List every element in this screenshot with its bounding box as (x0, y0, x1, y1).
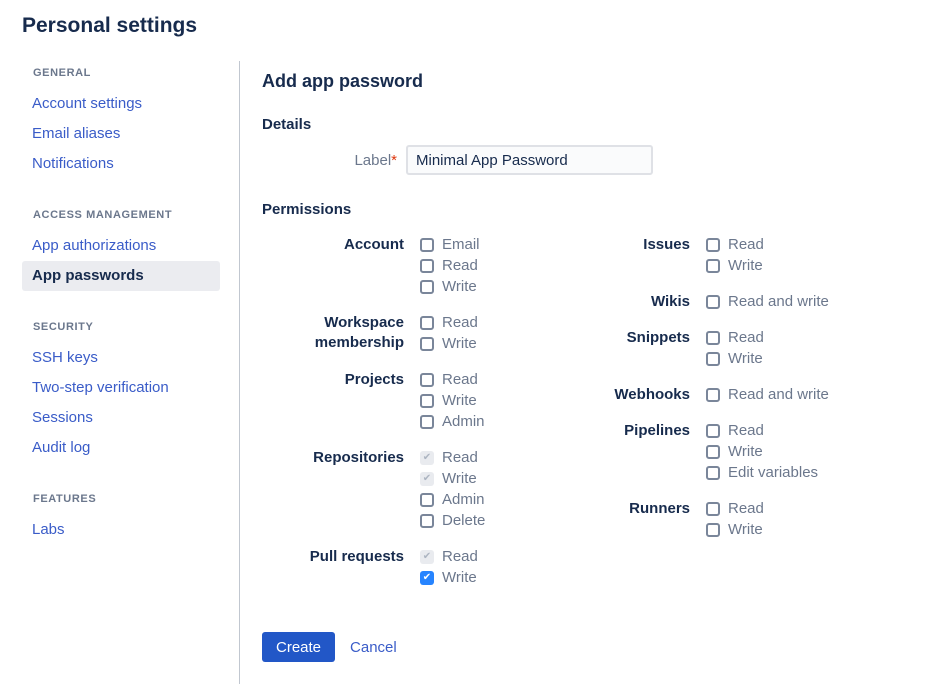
permission-group-label-account: Account (344, 236, 404, 253)
checkbox-option-pipelines-read[interactable] (706, 420, 818, 441)
checkbox-projects-read[interactable] (420, 373, 434, 387)
permission-group-label-pull-requests: Pull requests (309, 548, 404, 565)
checkbox-option-issues-read[interactable] (706, 234, 764, 255)
checkbox-option-pull-requests-read (420, 546, 478, 567)
checkbox-label: Read and write (728, 386, 829, 403)
checkbox-option-repositories-read (420, 447, 485, 468)
permission-options (706, 327, 764, 369)
permission-group-label-runners: Runners (629, 500, 690, 517)
main-content (240, 61, 936, 684)
checkbox-option-repositories-admin[interactable] (420, 489, 485, 510)
checkbox-option-pull-requests-write[interactable] (420, 567, 478, 588)
checkbox-runners-read[interactable] (706, 502, 720, 516)
create-button[interactable]: Create (262, 632, 335, 662)
checkbox-pipelines-write[interactable] (706, 445, 720, 459)
sidebar-item-labs[interactable]: Labs (32, 521, 65, 538)
sidebar-section-features (0, 493, 239, 545)
checkbox-label: Read (728, 500, 764, 517)
label-field-row (262, 145, 936, 175)
checkbox-option-account-read[interactable] (420, 255, 480, 276)
permission-options (420, 369, 485, 432)
permission-group-label-issues: Issues (643, 236, 690, 253)
checkbox-projects-admin[interactable] (420, 415, 434, 429)
permission-options (706, 384, 829, 405)
checkbox-pipelines-edit-variables[interactable] (706, 466, 720, 480)
checkbox-label: Read and write (728, 293, 829, 310)
checkbox-option-webhooks-read-and-write[interactable] (706, 384, 829, 405)
checkbox-label: Write (442, 470, 477, 487)
sidebar-item-app-authorizations[interactable]: App authorizations (32, 237, 157, 254)
checkbox-option-issues-write[interactable] (706, 255, 764, 276)
permission-group-issues (592, 234, 829, 276)
checkbox-option-workspace-membership-write[interactable] (420, 333, 478, 354)
checkbox-option-pipelines-edit-variables[interactable] (706, 462, 818, 483)
checkbox-option-projects-admin[interactable] (420, 411, 485, 432)
checkbox-label: Read (728, 329, 764, 346)
checkbox-label: Read (728, 422, 764, 439)
checkbox-snippets-read[interactable] (706, 331, 720, 345)
permission-group-snippets (592, 327, 829, 369)
checkbox-option-snippets-read[interactable] (706, 327, 764, 348)
checkbox-pull-requests-write[interactable]: ✔ (420, 571, 434, 585)
required-asterisk: * (391, 151, 397, 169)
checkbox-webhooks-read-and-write[interactable] (706, 388, 720, 402)
details-heading: Details (262, 116, 312, 133)
permission-options (706, 234, 764, 276)
checkbox-label: Read (442, 371, 478, 388)
checkbox-option-projects-write[interactable] (420, 390, 485, 411)
permission-group-label-webhooks: Webhooks (614, 386, 690, 403)
checkbox-option-projects-read[interactable] (420, 369, 485, 390)
checkbox-pull-requests-read: ✔ (420, 550, 434, 564)
permission-options (706, 498, 764, 540)
checkbox-label: Write (442, 569, 477, 586)
checkbox-label: Admin (442, 413, 485, 430)
checkbox-option-snippets-write[interactable] (706, 348, 764, 369)
checkbox-label: Read (442, 257, 478, 274)
checkbox-issues-read[interactable] (706, 238, 720, 252)
checkbox-label: Write (728, 350, 763, 367)
sidebar-section-heading: FEATURES (33, 493, 97, 505)
permission-group-webhooks (592, 384, 829, 405)
checkbox-workspace-membership-write[interactable] (420, 337, 434, 351)
label-field-label (262, 152, 397, 169)
checkbox-repositories-write: ✔ (420, 472, 434, 486)
checkbox-label: Read (442, 314, 478, 331)
permission-group-label-snippets: Snippets (626, 329, 690, 346)
permission-options (420, 234, 480, 297)
checkbox-option-account-write[interactable] (420, 276, 480, 297)
permission-group-workspace-membership (262, 312, 592, 354)
checkbox-label: Admin (442, 491, 485, 508)
checkbox-repositories-read: ✔ (420, 451, 434, 465)
checkbox-label: Read (442, 548, 478, 565)
sidebar-item-ssh-keys[interactable]: SSH keys (32, 349, 98, 366)
checkbox-option-repositories-write (420, 468, 485, 489)
cancel-link[interactable]: Cancel (350, 638, 397, 656)
checkbox-option-runners-write[interactable] (706, 519, 764, 540)
permission-group-pull-requests (262, 546, 592, 588)
permission-options (706, 291, 829, 312)
permission-options (420, 546, 478, 588)
permission-group-label-projects: Projects (344, 371, 404, 388)
permission-group-repositories (262, 447, 592, 531)
checkbox-repositories-delete[interactable] (420, 514, 434, 528)
checkbox-label: Read (442, 449, 478, 466)
checkbox-label: Delete (442, 512, 486, 529)
checkbox-wikis-read-and-write[interactable] (706, 295, 720, 309)
permission-group-runners (592, 498, 829, 540)
checkbox-label: Write (728, 521, 763, 538)
page-title: Personal settings (22, 14, 198, 37)
sidebar-section-access-management (0, 209, 239, 291)
checkbox-issues-write[interactable] (706, 259, 720, 273)
sidebar-item-audit-log[interactable]: Audit log (32, 439, 91, 456)
permission-options (420, 312, 478, 354)
checkbox-pipelines-read[interactable] (706, 424, 720, 438)
checkbox-label: Write (442, 335, 477, 352)
checkbox-label: Read (728, 236, 764, 253)
sidebar-item-two-step-verification[interactable]: Two-step verification (32, 379, 169, 396)
sidebar-nav (0, 61, 240, 684)
checkbox-label: Edit variables (728, 464, 819, 481)
label-input[interactable] (406, 145, 653, 175)
sidebar-item-account-settings[interactable]: Account settings (32, 95, 143, 112)
sidebar-section-heading: GENERAL (33, 67, 91, 79)
permissions-grid (262, 234, 936, 603)
checkbox-account-read[interactable] (420, 259, 434, 273)
checkbox-account-write[interactable] (420, 280, 434, 294)
form-actions (262, 632, 936, 662)
sidebar-section-heading: SECURITY (33, 321, 94, 333)
checkbox-label: Write (728, 257, 763, 274)
permissions-column-right (592, 234, 829, 603)
sidebar-item-sessions[interactable]: Sessions (32, 409, 93, 426)
permission-group-label-repositories: Repositories (313, 449, 404, 466)
permission-group-account (262, 234, 592, 297)
checkbox-workspace-membership-read[interactable] (420, 316, 434, 330)
layout (0, 61, 936, 684)
checkbox-label: Write (442, 278, 477, 295)
checkbox-option-runners-read[interactable] (706, 498, 764, 519)
checkbox-runners-write[interactable] (706, 523, 720, 537)
permission-group-wikis (592, 291, 829, 312)
checkbox-label: Write (442, 392, 477, 409)
sidebar-section-security (0, 321, 239, 463)
permissions-column-left (262, 234, 592, 603)
permission-options (420, 447, 485, 531)
permission-group-label-workspace-membership: Workspace membership (314, 314, 404, 351)
checkbox-repositories-admin[interactable] (420, 493, 434, 507)
checkbox-label: Write (728, 443, 763, 460)
checkbox-account-email[interactable] (420, 238, 434, 252)
checkbox-option-wikis-read-and-write[interactable] (706, 291, 829, 312)
checkbox-option-account-email[interactable] (420, 234, 480, 255)
checkbox-option-pipelines-write[interactable] (706, 441, 818, 462)
checkbox-option-repositories-delete[interactable] (420, 510, 485, 531)
sidebar-section-heading: ACCESS MANAGEMENT (33, 209, 173, 221)
form-title: Add app password (262, 71, 424, 91)
label-field-label-text: Label (354, 151, 392, 169)
sidebar-item-notifications[interactable]: Notifications (32, 155, 114, 172)
permission-group-label-wikis: Wikis (650, 293, 690, 310)
permission-options (706, 420, 818, 483)
permission-group-pipelines (592, 420, 829, 483)
checkbox-label: Email (442, 236, 480, 253)
permissions-heading: Permissions (262, 201, 352, 218)
sidebar-item-app-passwords[interactable]: App passwords (22, 261, 220, 291)
checkbox-option-workspace-membership-read[interactable] (420, 312, 478, 333)
sidebar-section-general (0, 67, 239, 179)
checkbox-projects-write[interactable] (420, 394, 434, 408)
checkbox-snippets-write[interactable] (706, 352, 720, 366)
permission-group-projects (262, 369, 592, 432)
sidebar-item-email-aliases[interactable]: Email aliases (32, 125, 121, 142)
permission-group-label-pipelines: Pipelines (624, 422, 690, 439)
